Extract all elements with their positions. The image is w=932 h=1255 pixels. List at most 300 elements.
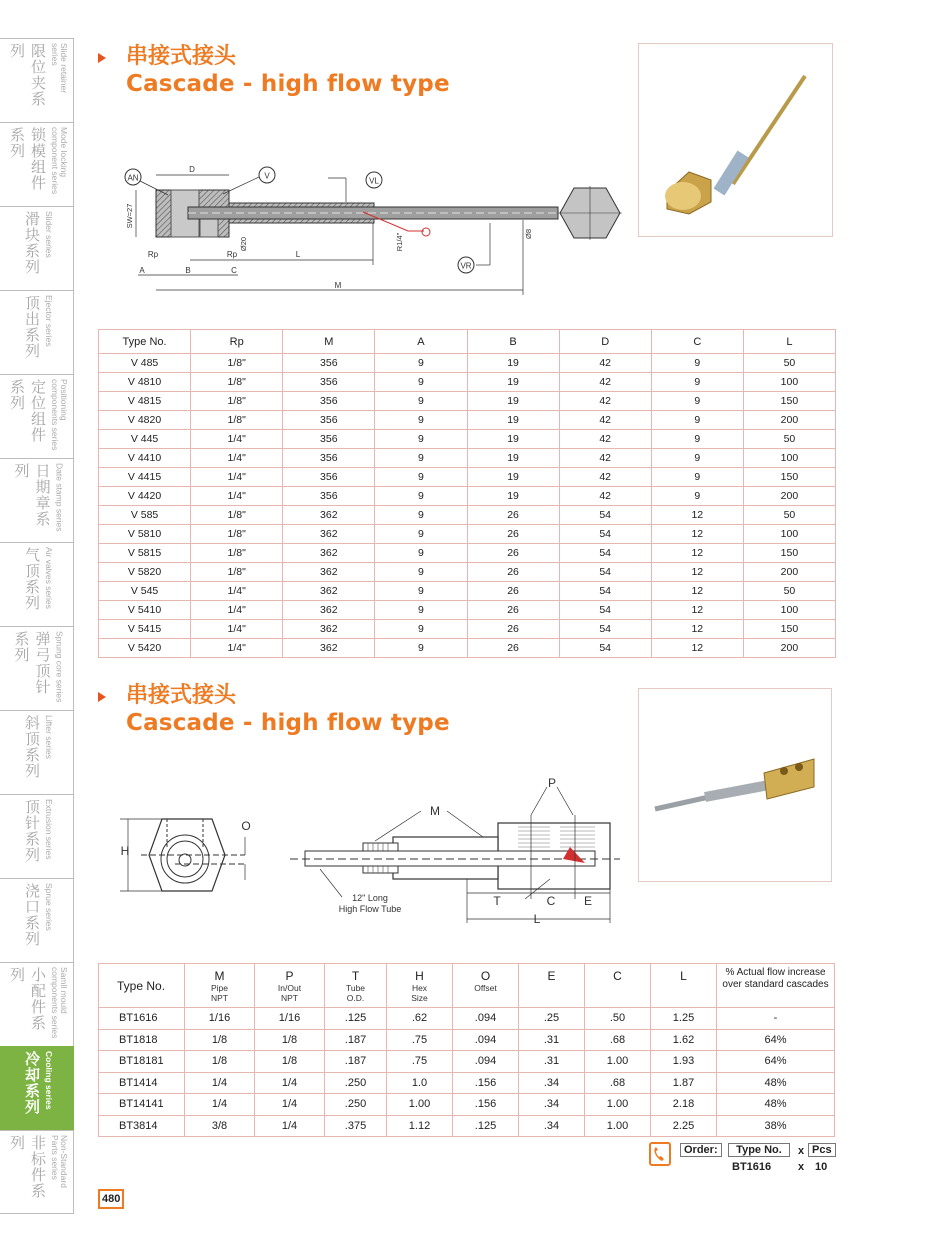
table-cell: 42 — [559, 468, 651, 487]
table-cell: 100 — [743, 601, 835, 620]
table-cell: 26 — [467, 506, 559, 525]
table-cell: 9 — [375, 449, 467, 468]
table-cell: 26 — [467, 639, 559, 658]
column-header: C — [651, 330, 743, 354]
sidebar-tab-en: Cooling series — [44, 1051, 54, 1110]
header-main: T — [351, 969, 360, 983]
table-cell: 1/8" — [191, 411, 283, 430]
table-cell: - — [717, 1008, 835, 1030]
sidebar-tab-cn: 浇口系列 — [23, 883, 41, 947]
column-header: A — [375, 330, 467, 354]
table-row — [99, 373, 836, 392]
table-row — [99, 506, 836, 525]
table-cell: 26 — [467, 620, 559, 639]
table-cell: 26 — [467, 563, 559, 582]
table-cell: 9 — [375, 487, 467, 506]
type-no-label: Type No. — [728, 1143, 790, 1157]
order-example-qty: 10 — [815, 1161, 828, 1173]
table-cell: 356 — [283, 430, 375, 449]
table-cell: 1/4 — [185, 1094, 255, 1116]
sidebar-tab[interactable] — [0, 206, 74, 290]
table-cell: 54 — [559, 506, 651, 525]
table-cell: 150 — [743, 468, 835, 487]
table-cell: 42 — [559, 411, 651, 430]
table-cell: .094 — [453, 1008, 519, 1030]
table-cell: 1/4" — [191, 620, 283, 639]
column-header — [255, 964, 325, 1008]
table-cell: 9 — [375, 411, 467, 430]
table-row — [99, 582, 836, 601]
phone-icon — [649, 1142, 671, 1166]
table-cell: 9 — [375, 620, 467, 639]
section1-title-cn: 串接式接头 — [126, 44, 237, 69]
table-row — [99, 544, 836, 563]
table-row — [99, 563, 836, 582]
table-cell: .25 — [519, 1008, 585, 1030]
column-header: Rp — [191, 330, 283, 354]
table-cell: 9 — [651, 468, 743, 487]
table-cell: 362 — [283, 582, 375, 601]
table-cell: 200 — [743, 639, 835, 658]
sidebar-tab-cn: 顶针系列 — [23, 799, 41, 863]
table-cell: 9 — [375, 563, 467, 582]
table-cell: .156 — [453, 1072, 519, 1094]
table-cell: 9 — [651, 430, 743, 449]
table-cell: V 4820 — [99, 411, 191, 430]
table-cell: BT14141 — [99, 1094, 185, 1116]
table-cell: 150 — [743, 620, 835, 639]
label-r14: R1/4" — [395, 232, 404, 252]
table-cell: 356 — [283, 411, 375, 430]
table-cell: 356 — [283, 468, 375, 487]
header-sub: Hex Size — [411, 983, 428, 1003]
table-cell: 1/4" — [191, 430, 283, 449]
table-cell: 200 — [743, 487, 835, 506]
table-cell: .31 — [519, 1051, 585, 1073]
section2-technical-drawing — [105, 775, 625, 930]
sidebar-tab[interactable] — [0, 1046, 74, 1130]
table-cell: 50 — [743, 506, 835, 525]
series-sidebar — [0, 38, 74, 1214]
column-header — [585, 964, 651, 1008]
header-main: C — [613, 969, 622, 983]
table-cell: V 4410 — [99, 449, 191, 468]
table-row — [99, 449, 836, 468]
table-cell: V 4810 — [99, 373, 191, 392]
sidebar-tab-en: Positioning components series — [50, 379, 69, 451]
header-sub: Offset — [474, 983, 497, 993]
table-cell: 100 — [743, 373, 835, 392]
sidebar-tab-cn: 日期章系列 — [12, 463, 52, 527]
table-row — [99, 1008, 835, 1030]
tube-label-line1: 12" Long — [352, 893, 388, 903]
table-cell: 64% — [717, 1029, 835, 1051]
sidebar-tab-cn: 冷却系列 — [23, 1051, 41, 1115]
table-cell: 12 — [651, 506, 743, 525]
table-cell: .31 — [519, 1029, 585, 1051]
table-cell: 9 — [375, 354, 467, 373]
table-cell: .75 — [387, 1051, 453, 1073]
table-row — [99, 639, 836, 658]
table-cell: 200 — [743, 563, 835, 582]
table-cell: 42 — [559, 373, 651, 392]
table-cell: 12 — [651, 544, 743, 563]
table-cell: 1/8" — [191, 506, 283, 525]
table-cell: 1.00 — [585, 1115, 651, 1137]
header-main: H — [415, 969, 424, 983]
table-cell: .094 — [453, 1029, 519, 1051]
table-cell: V 5415 — [99, 620, 191, 639]
table-cell: 1/8" — [191, 373, 283, 392]
column-header: B — [467, 330, 559, 354]
table-cell: 1/4" — [191, 468, 283, 487]
table-cell: 362 — [283, 601, 375, 620]
table-row — [99, 487, 836, 506]
order-example-type: BT1616 — [732, 1161, 772, 1173]
table-cell: 1/8 — [185, 1029, 255, 1051]
sidebar-tab-en: Air valves series — [44, 547, 54, 609]
sidebar-tab[interactable] — [0, 794, 74, 878]
sidebar-tab-cn: 气顶系列 — [23, 547, 41, 611]
table-row — [99, 354, 836, 373]
table-cell: .68 — [585, 1072, 651, 1094]
table-cell: 19 — [467, 487, 559, 506]
header-main: O — [480, 969, 491, 983]
table-cell: 12 — [651, 582, 743, 601]
label-t: T — [493, 894, 501, 908]
table-cell: 1/8" — [191, 563, 283, 582]
label-e: E — [583, 894, 593, 908]
table-cell: 42 — [559, 449, 651, 468]
table-cell: 54 — [559, 563, 651, 582]
header-sub: Pipe NPT — [210, 983, 228, 1003]
table-cell: 1/4" — [191, 601, 283, 620]
table-cell: 1/16 — [185, 1008, 255, 1030]
section1-title-en: Cascade - high flow type — [126, 71, 450, 97]
table-cell: .75 — [387, 1029, 453, 1051]
sidebar-tab-en: Lifter series — [44, 715, 54, 759]
sidebar-tab[interactable] — [0, 962, 74, 1046]
column-header — [387, 964, 453, 1008]
table-cell: 100 — [743, 525, 835, 544]
table-cell: 9 — [375, 639, 467, 658]
table-cell: 19 — [467, 449, 559, 468]
table-cell: V 5810 — [99, 525, 191, 544]
label-vl: VL — [369, 176, 379, 186]
table-cell: 362 — [283, 639, 375, 658]
table-cell: 19 — [467, 392, 559, 411]
table-cell: 54 — [559, 639, 651, 658]
table-cell: V 445 — [99, 430, 191, 449]
label-d: D — [189, 165, 195, 174]
table-cell: 9 — [651, 487, 743, 506]
table-cell: 26 — [467, 525, 559, 544]
table-cell: .125 — [453, 1115, 519, 1137]
sidebar-tab-en: Slider series — [44, 211, 54, 258]
table-cell: 12 — [651, 620, 743, 639]
label-h: H — [120, 844, 130, 858]
order-info — [647, 1140, 837, 1176]
column-header — [185, 964, 255, 1008]
table-cell: .125 — [325, 1008, 387, 1030]
table-cell: 1.62 — [651, 1029, 717, 1051]
table-cell: BT3814 — [99, 1115, 185, 1137]
table-cell: 1/4" — [191, 487, 283, 506]
table-cell: 356 — [283, 487, 375, 506]
table-cell: V 545 — [99, 582, 191, 601]
table-cell: 362 — [283, 544, 375, 563]
table-cell: .094 — [453, 1051, 519, 1073]
table-cell: .34 — [519, 1115, 585, 1137]
table-cell: .250 — [325, 1072, 387, 1094]
table-cell: 42 — [559, 392, 651, 411]
table-cell: 362 — [283, 525, 375, 544]
table-cell: 2.18 — [651, 1094, 717, 1116]
table-row — [99, 1072, 835, 1094]
table-cell: 26 — [467, 544, 559, 563]
table-cell: 1/4 — [255, 1072, 325, 1094]
header-main: E — [547, 969, 556, 983]
column-header — [325, 964, 387, 1008]
sidebar-tab[interactable] — [0, 374, 74, 458]
table-cell: 9 — [375, 468, 467, 487]
table-cell: 3/8 — [185, 1115, 255, 1137]
section1-title — [98, 44, 450, 98]
table-row — [99, 525, 836, 544]
sidebar-tab-en: Samll mould components series — [50, 967, 69, 1039]
table-cell: V 5820 — [99, 563, 191, 582]
table-cell: 50 — [743, 430, 835, 449]
table-cell: 1.87 — [651, 1072, 717, 1094]
tube-label-line2: High Flow Tube — [338, 904, 402, 914]
column-header — [651, 964, 717, 1008]
table-cell: V 4420 — [99, 487, 191, 506]
section2-title-cn: 串接式接头 — [126, 683, 237, 708]
table-cell: 9 — [651, 449, 743, 468]
table-cell: 1/8 — [185, 1051, 255, 1073]
table-cell: 1/16 — [255, 1008, 325, 1030]
table-cell: 9 — [375, 392, 467, 411]
table-cell: 1/8" — [191, 525, 283, 544]
table-cell: 356 — [283, 392, 375, 411]
column-header: Type No. — [99, 964, 185, 1008]
label-rp-right: Rp — [226, 250, 238, 259]
table-cell: 48% — [717, 1094, 835, 1116]
table-cell: 42 — [559, 354, 651, 373]
column-header: % Actual flow increase over standard cascades — [717, 964, 835, 1008]
table-cell: 200 — [743, 411, 835, 430]
table-cell: V 5410 — [99, 601, 191, 620]
header-sub: In/Out NPT — [277, 983, 302, 1003]
table-cell: 12 — [651, 525, 743, 544]
table-cell: 1.00 — [585, 1051, 651, 1073]
table-cell: BT1616 — [99, 1008, 185, 1030]
table-cell: .34 — [519, 1094, 585, 1116]
table-cell: .68 — [585, 1029, 651, 1051]
table-row — [99, 1115, 835, 1137]
table-cell: 9 — [375, 525, 467, 544]
label-c: C — [546, 894, 556, 908]
table-cell: 54 — [559, 525, 651, 544]
table-cell: V 5420 — [99, 639, 191, 658]
section2-title — [98, 683, 450, 737]
table-cell: 356 — [283, 449, 375, 468]
table-cell: 48% — [717, 1072, 835, 1094]
table-cell: 362 — [283, 563, 375, 582]
table-cell: 54 — [559, 544, 651, 563]
table-cell: V 4415 — [99, 468, 191, 487]
table-cell: 19 — [467, 411, 559, 430]
table-cell: 9 — [651, 411, 743, 430]
order-label: Order: — [680, 1143, 722, 1157]
table-cell: 1/4" — [191, 449, 283, 468]
table-row — [99, 392, 836, 411]
table-cell: 150 — [743, 392, 835, 411]
table-cell: 50 — [743, 582, 835, 601]
sidebar-tab[interactable] — [0, 542, 74, 626]
table-cell: 1/4 — [255, 1094, 325, 1116]
table-cell: 1.00 — [585, 1094, 651, 1116]
label-l: L — [295, 250, 301, 259]
table-cell: .156 — [453, 1094, 519, 1116]
table-cell: 2.25 — [651, 1115, 717, 1137]
table-cell: 1/4" — [191, 582, 283, 601]
table-cell: 1.25 — [651, 1008, 717, 1030]
table-cell: 19 — [467, 354, 559, 373]
label-sw: SW=27 — [125, 203, 134, 229]
table-cell: 12 — [651, 639, 743, 658]
section2-title-en: Cascade - high flow type — [126, 710, 450, 736]
sidebar-tab-cn: 滑块系列 — [23, 211, 41, 275]
table-cell: 50 — [743, 354, 835, 373]
header-sub: Tube O.D. — [345, 983, 366, 1003]
table-cell: 9 — [375, 582, 467, 601]
sidebar-tab-en: Sprue series — [44, 883, 54, 931]
table-cell: V 5815 — [99, 544, 191, 563]
table-cell: 54 — [559, 601, 651, 620]
sidebar-tab[interactable] — [0, 122, 74, 206]
label-m: M — [334, 281, 342, 290]
table-row — [99, 620, 836, 639]
label-dia8: Ø8 — [524, 228, 533, 240]
sidebar-tab-cn: 限位夹系列 — [8, 43, 47, 107]
sidebar-tab[interactable] — [0, 38, 74, 122]
sidebar-tab-en: Extrusion series — [44, 799, 54, 860]
table-cell: 362 — [283, 620, 375, 639]
table-cell: 19 — [467, 468, 559, 487]
table-cell: BT1414 — [99, 1072, 185, 1094]
table-cell: 1/4 — [185, 1072, 255, 1094]
sidebar-tab-cn: 小配件系列 — [8, 967, 47, 1031]
table-row — [99, 1051, 835, 1073]
column-header: M — [283, 330, 375, 354]
table-cell: 42 — [559, 430, 651, 449]
table-cell: 9 — [375, 373, 467, 392]
sidebar-tab[interactable] — [0, 1130, 74, 1214]
table-cell: .50 — [585, 1008, 651, 1030]
table-cell: 9 — [651, 354, 743, 373]
header-main: M — [214, 969, 225, 983]
table-row — [99, 468, 836, 487]
table-cell: 9 — [651, 373, 743, 392]
table-cell: 356 — [283, 354, 375, 373]
sidebar-tab-en: Mode locking component series — [50, 127, 69, 195]
table-cell: 9 — [375, 544, 467, 563]
table-cell: V 4815 — [99, 392, 191, 411]
table-cell: 1/8" — [191, 544, 283, 563]
high-flow-fitting-image — [639, 689, 833, 883]
table-cell: 9 — [375, 601, 467, 620]
table-cell: 26 — [467, 582, 559, 601]
table-cell: 64% — [717, 1051, 835, 1073]
sidebar-tab[interactable] — [0, 878, 74, 962]
table-row — [99, 411, 836, 430]
table-cell: 1.00 — [387, 1094, 453, 1116]
sidebar-tab[interactable] — [0, 458, 74, 542]
sidebar-tab-en: Non-Standard Parts series — [50, 1135, 69, 1188]
label-b: B — [185, 266, 191, 275]
table-cell: 1/8 — [255, 1051, 325, 1073]
label-m: M — [430, 804, 440, 818]
cascade-fitting-image — [639, 44, 834, 238]
label-o: O — [241, 819, 251, 833]
table-row — [99, 1094, 835, 1116]
label-dia20: Ø20 — [239, 236, 248, 252]
label-l: L — [533, 912, 541, 926]
table-cell: 1/8" — [191, 354, 283, 373]
label-c: C — [231, 266, 237, 275]
table-row — [99, 430, 836, 449]
table-cell: 150 — [743, 544, 835, 563]
label-an: AN — [127, 173, 139, 183]
table-cell: 100 — [743, 449, 835, 468]
column-header — [519, 964, 585, 1008]
table-cell: 26 — [467, 601, 559, 620]
table-cell: 12 — [651, 601, 743, 620]
table-row — [99, 1029, 835, 1051]
table-cell: 9 — [375, 430, 467, 449]
table-cell: .375 — [325, 1115, 387, 1137]
sidebar-tab-cn: 锁模组件系列 — [8, 127, 47, 191]
table-cell: 12 — [651, 563, 743, 582]
label-p: P — [547, 776, 557, 790]
pcs-label: Pcs — [808, 1143, 836, 1157]
table-cell: 1/8 — [255, 1029, 325, 1051]
sidebar-tab[interactable] — [0, 710, 74, 794]
sidebar-tab-cn: 定位组件系列 — [8, 379, 47, 443]
table-cell: 19 — [467, 373, 559, 392]
sidebar-tab[interactable] — [0, 290, 74, 374]
sidebar-tab[interactable] — [0, 626, 74, 710]
column-header — [453, 964, 519, 1008]
table-cell: 9 — [651, 392, 743, 411]
table-cell: V 485 — [99, 354, 191, 373]
table-cell: 1/8" — [191, 392, 283, 411]
section1-spec-table — [98, 329, 836, 658]
table-cell: BT1818 — [99, 1029, 185, 1051]
sidebar-tab-cn: 斜顶系列 — [23, 715, 41, 779]
sidebar-tab-cn: 弹弓顶针系列 — [12, 631, 52, 695]
column-header: Type No. — [99, 330, 191, 354]
sidebar-tab-en: Date stamp series — [54, 463, 65, 532]
column-header: L — [743, 330, 835, 354]
section1-technical-drawing — [118, 150, 638, 305]
bullet-arrow-icon — [98, 692, 106, 702]
section1-product-photo — [638, 43, 833, 237]
sidebar-tab-en: Sprung core series — [54, 631, 65, 703]
table-cell: V 585 — [99, 506, 191, 525]
label-rp-left: Rp — [147, 250, 159, 259]
